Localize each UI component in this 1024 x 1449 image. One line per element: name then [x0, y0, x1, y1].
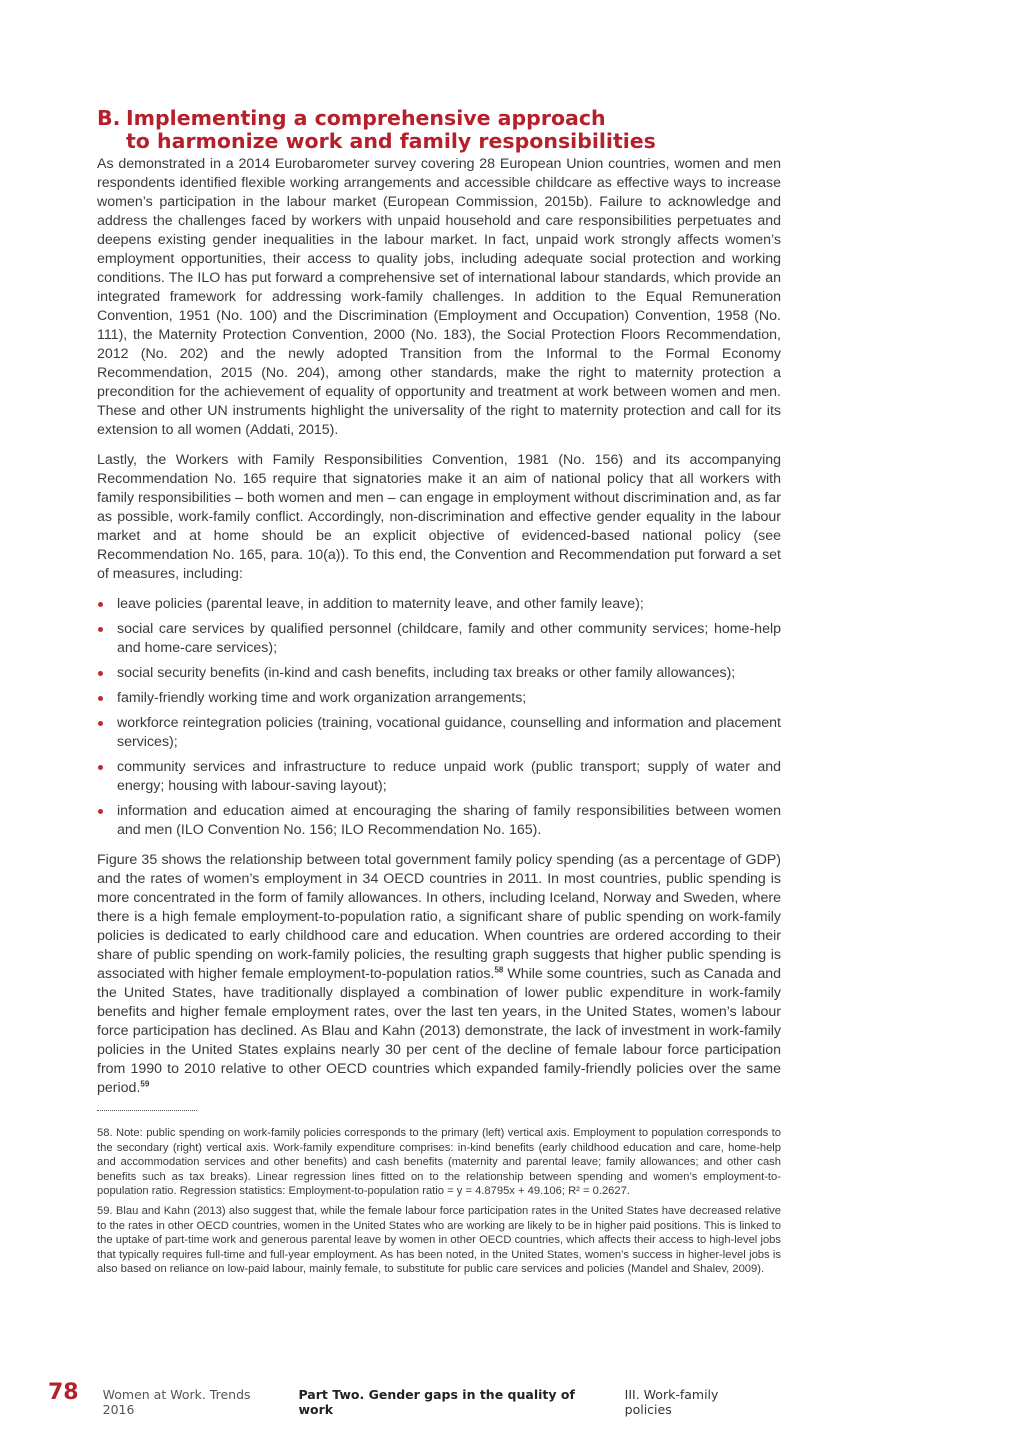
paragraph-1: As demonstrated in a 2014 Eurobarometer survey covering 28 European Union countries, women and men respondents identified flexible working arrangements and accessible childcare as effective ways to increase women’s participation in the labour market (European Commission, 2015b). Failure to acknowledge and address the challenges faced by workers with unpaid household and care responsibilities perpetuates and deepens existing gender inequalities in the labour market. In fact, unpaid work strongly affects women’s employment opportunities, their access to quality jobs, including adequate social protection and working conditions. The ILO has put forward a comprehensive set of international labour standards, which provide an integrated framework for addressing work-family challenges. In addition to the Equal Remuneration Convention, 1951 (No. 100) and the Discrimination (Employment and Occupation) Convention, 1958 (No. 111), the Maternity Protection Convention, 2000 (No. 183), the Social Protection Floors Recommendation, 2012 (No. 202) and the newly adopted Transition from the Informal to the Formal Economy Recommendation, 2015 (No. 204), among other standards, make the right to maternity protection a precondition for the achievement of equality of opportunity and treatment at work between women and men. These and other UN instruments highlight the universality of the right to maternity protection and call for its extension to all women (Addati, 2015). — [97, 156, 781, 438]
footnotes — [97, 1126, 781, 1282]
paragraph-2: Lastly, the Workers with Family Responsibilities Convention, 1981 (No. 156) and its accompanying Recommendation No. 165 require that signatories make it an aim of national policy that all workers with family responsibilities – both women and men – can engage in employment without discrimination and, as far as possible, work-family conflict. Accordingly, non-discrimination and effective gender equality in the labour market and at home should be an explicit objective of evidenced-based national policy (see Recommendation No. 165, para. 10(a)). To this end, the Convention and Recommendation put forward a set of measures, including: — [97, 452, 781, 582]
bullet-icon — [98, 602, 103, 607]
list-item-text: social care services by qualified personnel (childcare, family and other community services; home-help and home-care services); — [117, 621, 781, 656]
part-title: Part Two. Gender gaps in the quality of work — [298, 1387, 575, 1417]
bullet-icon — [98, 627, 103, 632]
footnote-59: 59. Blau and Kahn (2013) also suggest that, while the female labour force participation rates in the United States have decreased relative to the rates in other OECD countries, women in the United States who are working are likely to be in higher paid positions. This is linked to the uptake of part-time work and generous parental leave by women in other OECD countries, which affects their access to high-level jobs that typically requires full-time and full-year employment. As has been noted, in the United States, women’s success in higher-level jobs is also based on reliance on low-paid labour, mainly female, to substitute for public care services and policies (Mandel and Shalev, 2009). — [97, 1204, 781, 1276]
paragraph-3-part-b: While some countries, such as Canada and the United States, have traditionally displayed a combination of lower public expenditure in work-family benefits and higher female employment rates, over the last ten years, in the United States, women’s labour force participation has declined. As Blau and Kahn (2013) demonstrate, the lack of investment in work-family policies in the United States explains nearly 30 per cent of the decline of female labour force participation from 1990 to 2010 relative to other OECD countries which expanded family-friendly policies over the same period. — [97, 966, 782, 1096]
footnote-separator — [97, 1110, 197, 1111]
paragraph-3-part-a: Figure 35 shows the relationship between total government family policy spending (as a percentage of GDP) and the rates of women’s employment in 34 OECD countries in 2011. In most countries, public spending is more concentrated in the form of family allowances. In others, including Iceland, Norway and Sweden, where there is a high female employment-to-population ratio, a significant share of public spending on work-family policies is dedicated to early childhood care and education. When countries are ordered according to their share of public spending on work-family policies, the resulting graph suggests that higher public spending is associated with higher female employment-to-population ratios. — [97, 852, 781, 982]
bullet-icon — [98, 671, 103, 676]
list-item — [97, 689, 781, 708]
bullet-icon — [98, 721, 103, 726]
list-item-text: family-friendly working time and work organization arrangements; — [117, 690, 527, 706]
section-letter: B. — [97, 106, 121, 130]
list-item — [97, 620, 781, 658]
page-number: 78 — [48, 1380, 79, 1405]
list-item-text: workforce reintegration policies (training, vocational guidance, counselling and information and placement services); — [117, 715, 781, 750]
list-item — [97, 802, 781, 840]
footnote-ref-59[interactable]: 59 — [140, 1079, 150, 1089]
list-item-text: information and education aimed at encouraging the sharing of family responsibilities between women and men (ILO Convention No. 156; ILO Recommendation No. 165). — [117, 803, 781, 838]
list-item-text: leave policies (parental leave, in addition to maternity leave, and other family leave); — [117, 596, 644, 612]
section-heading — [97, 107, 797, 153]
body-text — [97, 155, 781, 1109]
list-item — [97, 714, 781, 752]
list-item-text: social security benefits (in-kind and cash benefits, including tax breaks or other family allowances); — [117, 665, 736, 681]
list-item — [97, 758, 781, 796]
footnote-ref-58[interactable]: 58 — [494, 965, 504, 975]
page-footer — [48, 1380, 768, 1417]
paragraph-3 — [97, 851, 781, 1098]
list-item — [97, 664, 781, 683]
section-title-line2: to harmonize work and family responsibilities — [126, 129, 656, 153]
footnote-58: 58. Note: public spending on work-family policies corresponds to the primary (left) vertical axis. Employment to population corresponds to the secondary (right) vertical axis. Work-family expenditure comprises: in-kind benefits (early childhood education and care, home-help and accommodation services and other benefits) and cash benefits (maternity and parental leave; family allowances; and other cash benefits such as tax breaks). Linear regression lines fitted on to the relationship between spending and women’s employment-to-population ratio. Regression statistics: Employment-to-population ratio = y = 4.8795x + 49.106; R² = 0.2627. — [97, 1127, 781, 1198]
list-item — [97, 595, 781, 614]
chapter-title: III. Work-family policies — [624, 1387, 719, 1417]
section-title-line1: Implementing a comprehensive approach — [126, 106, 606, 130]
measures-list — [97, 595, 781, 840]
bullet-icon — [98, 809, 103, 814]
bullet-icon — [98, 696, 103, 701]
bullet-icon — [98, 765, 103, 770]
publication-title: Women at Work. Trends 2016 — [102, 1387, 251, 1417]
list-item-text: community services and infrastructure to reduce unpaid work (public transport; supply of water and energy; housing with labour-saving layout); — [117, 759, 781, 794]
